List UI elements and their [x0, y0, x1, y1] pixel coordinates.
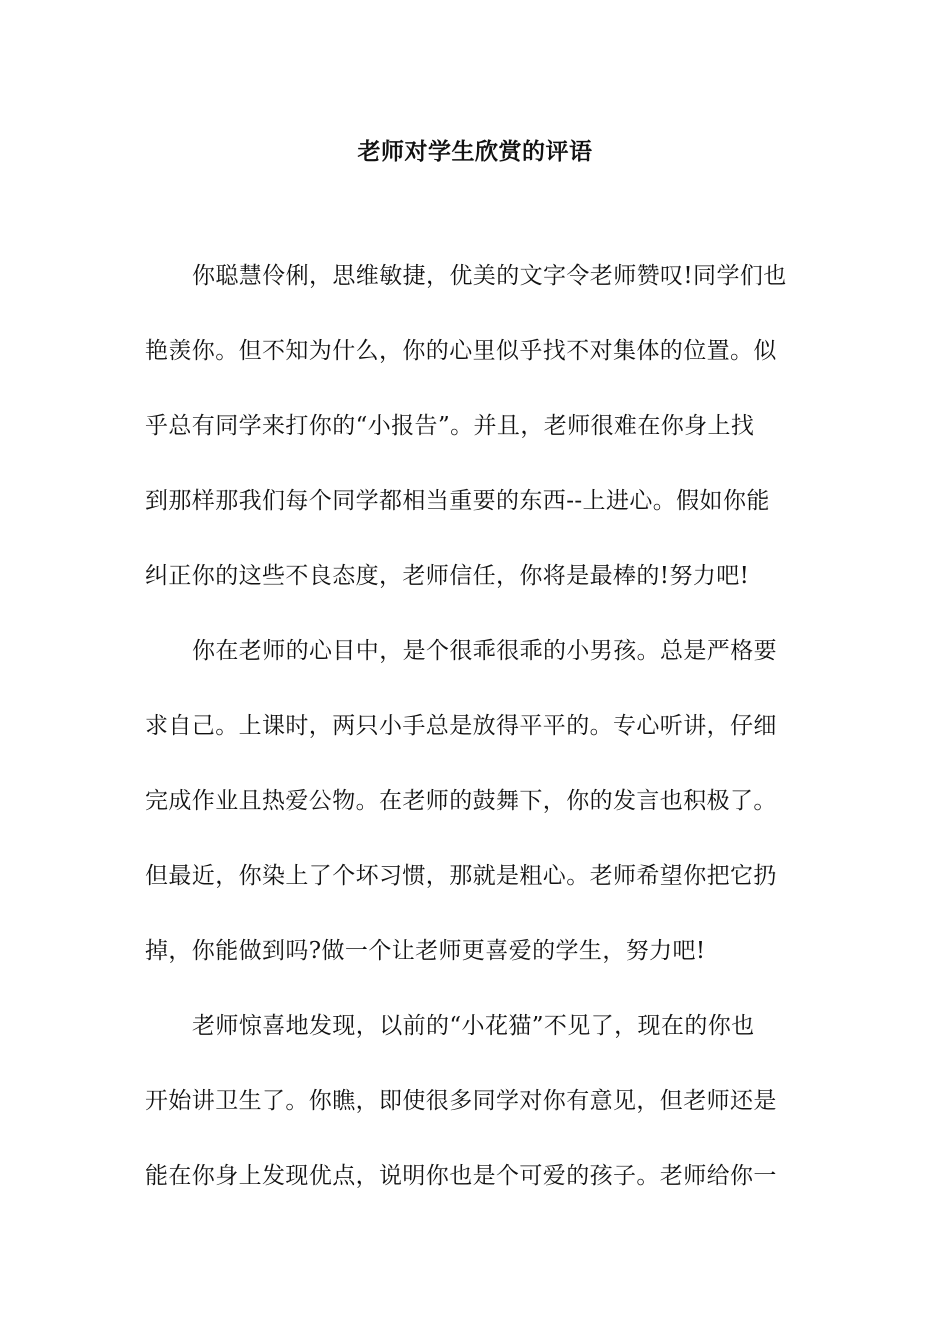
- text-line: 能在你身上发现优点，说明你也是个可爱的孩子。老师给你一: [145, 1163, 777, 1189]
- text-line: 你聪慧伶俐，思维敏捷，优美的文字令老师赞叹!同学们也: [192, 263, 787, 289]
- paragraph-2: [145, 627, 805, 1002]
- text-line: 乎总有同学来打你的“小报告”。并且，老师很难在你身上找: [145, 413, 755, 439]
- text-line: 纠正你的这些不良态度，老师信任，你将是最棒的!努力吧!: [145, 563, 750, 589]
- paragraph-1: [145, 252, 805, 627]
- text-line: 老师惊喜地发现，以前的“小花猫”不见了，现在的你也: [192, 1013, 755, 1039]
- text-line: 完成作业且热爱公物。在老师的鼓舞下，你的发言也积极了。: [145, 788, 777, 814]
- text-line: 艳羡你。但不知为什么，你的心里似乎找不对集体的位置。似: [145, 338, 777, 364]
- text-line: 到那样那我们每个同学都相当重要的东西--上进心。假如你能: [145, 488, 770, 514]
- paragraph-3: [145, 1002, 805, 1227]
- document-title: 老师对学生欣赏的评语: [357, 139, 593, 165]
- text-line: 开始讲卫生了。你瞧，即使很多同学对你有意见，但老师还是: [145, 1088, 777, 1114]
- document-body: [145, 252, 805, 1227]
- text-line: 掉，你能做到吗?做一个让老师更喜爱的学生，努力吧!: [145, 938, 706, 964]
- text-line: 求自己。上课时，两只小手总是放得平平的。专心听讲，仔细: [145, 713, 777, 739]
- text-line: 但最近，你染上了个坏习惯，那就是粗心。老师希望你把它扔: [145, 863, 777, 889]
- text-line: 你在老师的心目中，是个很乖很乖的小男孩。总是严格要: [192, 638, 777, 664]
